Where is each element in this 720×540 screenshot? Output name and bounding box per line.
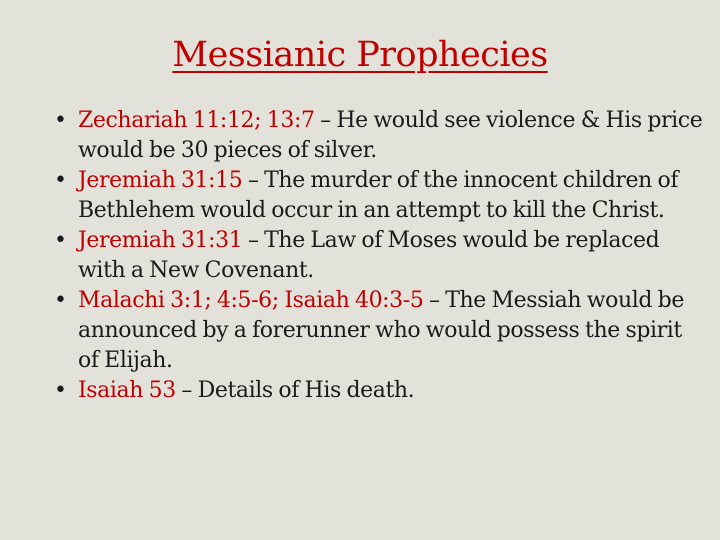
bullet-item-zechariah: [48, 106, 708, 166]
bullet-marker: •: [54, 288, 67, 313]
prophecy-text: – The murder of the innocent children of Bethlehem would occur in an attempt to kill the Christ.: [78, 168, 679, 223]
bullet-item-jeremiah-31-31: [48, 226, 708, 286]
slide-title: Messianic Prophecies: [172, 35, 548, 75]
bullet-item-isaiah-53: [48, 376, 708, 406]
bullet-item-malachi-isaiah: [48, 286, 708, 376]
bullet-marker: •: [54, 168, 67, 193]
prophecy-text: – Details of His death.: [175, 378, 415, 403]
bullet-marker: •: [54, 228, 67, 253]
prophecy-text: – The Law of Moses would be replaced with a New Covenant.: [78, 228, 660, 283]
prophecy-text: – He would see violence & His price would be 30 pieces of silver.: [78, 108, 703, 163]
scripture-reference: Jeremiah 31:15: [78, 168, 243, 193]
prophecy-text: – The Messiah would be announced by a forerunner who would possess the spirit of Elijah.: [78, 288, 684, 373]
bullet-item-jeremiah-31-15: [48, 166, 708, 226]
scripture-reference: Isaiah 53: [78, 378, 176, 403]
bullet-marker: •: [54, 378, 67, 403]
bullet-marker: •: [54, 108, 67, 133]
bullet-list: [48, 106, 708, 406]
scripture-reference: Malachi 3:1; 4:5-6; Isaiah 40:3-5: [78, 288, 424, 313]
scripture-reference: Zechariah 11:12; 13:7: [78, 108, 315, 133]
scripture-reference: Jeremiah 31:31: [78, 228, 243, 253]
